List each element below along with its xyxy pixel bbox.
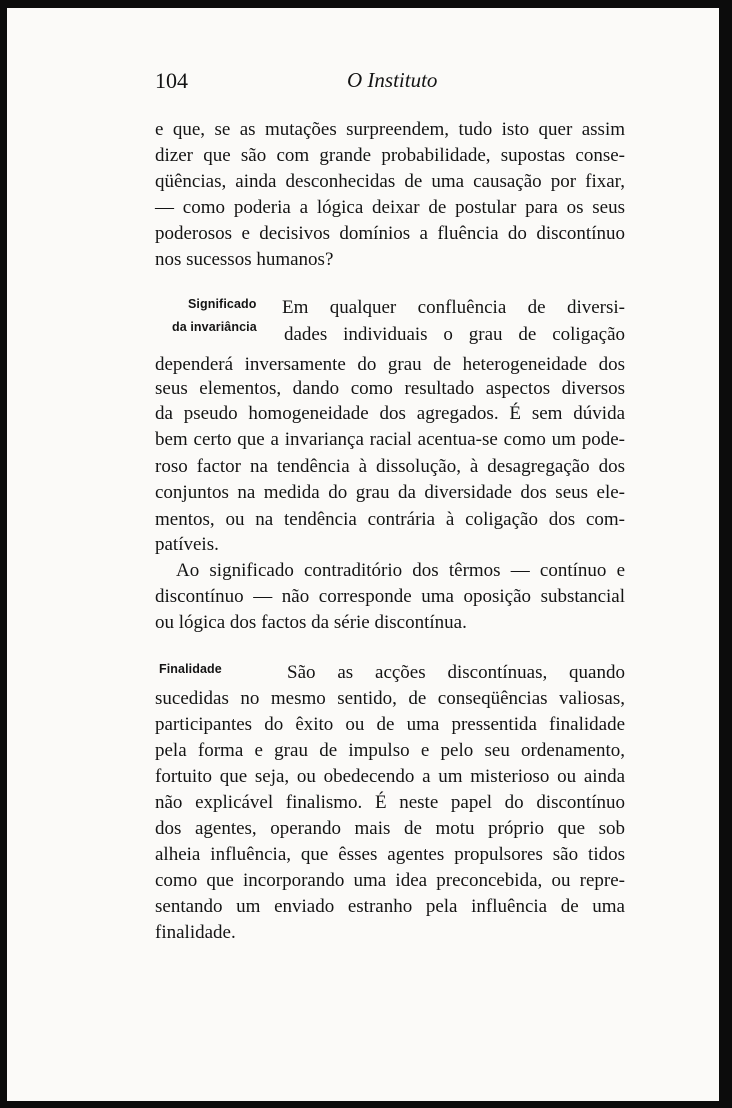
text-line: ou lógica dos factos da série discontínua.	[155, 612, 467, 633]
text-line: qüências, ainda desconhecidas de uma causação por fixar,	[155, 171, 625, 192]
text-line: Em qualquer confluência de diversi-	[282, 297, 625, 318]
scan-border-top	[0, 0, 732, 8]
page-number: 104	[155, 68, 188, 93]
side-heading-finalidade: Finalidade	[159, 662, 222, 676]
text-line: fortuito que seja, ou obedecendo a um misterioso ou ainda	[155, 766, 625, 787]
page-header	[155, 68, 625, 96]
scan-border-bottom	[0, 1101, 732, 1108]
text-line: e que, se as mutações surpreendem, tudo isto quer assim	[155, 119, 625, 140]
text-line: dependerá inversamente do grau de heterogeneidade dos	[155, 354, 625, 375]
side-heading-invariancia: da invariância	[172, 320, 257, 334]
side-heading-significado: Significado	[188, 297, 257, 311]
text-line: sucedidas no mesmo sentido, de conseqüências valiosas,	[155, 688, 625, 709]
text-line: pela forma e grau de impulso e pelo seu ordenamento,	[155, 740, 625, 761]
text-line: sentando um enviado estranho pela influência de uma	[155, 896, 625, 917]
text-line: seus elementos, dando como resultado aspectos diversos	[155, 378, 625, 399]
text-line: discontínuo — não corresponde uma oposição substancial	[155, 586, 625, 607]
text-line: — como poderia a lógica deixar de postular para os seus	[155, 197, 625, 218]
text-line: São as acções discontínuas, quando	[287, 662, 625, 683]
text-line: dades individuais o grau de coligação	[284, 324, 625, 345]
scan-border-left	[0, 0, 7, 1108]
text-line: como que incorporando uma idea preconcebida, ou repre-	[155, 870, 625, 891]
text-line: não explicável finalismo. É neste papel do discontínuo	[155, 792, 625, 813]
text-line: dizer que são com grande probabilidade, supostas conse-	[155, 145, 625, 166]
text-line: participantes do êxito ou de uma pressentida finalidade	[155, 714, 625, 735]
text-line: poderosos e decisivos domínios a fluência do discontínuo	[155, 223, 625, 244]
running-title: O Instituto	[347, 68, 438, 92]
text-line: bem certo que a invariança racial acentua-se como um pode-	[155, 429, 625, 450]
text-line: alheia influência, que êsses agentes propulsores são tidos	[155, 844, 625, 865]
text-line: patíveis.	[155, 534, 219, 555]
text-line: roso factor na tendência à dissolução, à desagregação dos	[155, 456, 625, 477]
text-line: conjuntos na medida do grau da diversidade dos seus ele-	[155, 482, 625, 503]
text-line: Ao significado contraditório dos têrmos — contínuo e	[176, 560, 625, 581]
text-line: da pseudo homogeneidade dos agregados. É sem dúvida	[155, 403, 625, 424]
text-line: mentos, ou na tendência contrária à coligação dos com-	[155, 509, 625, 530]
text-line: finalidade.	[155, 922, 236, 943]
text-line: nos sucessos humanos?	[155, 249, 334, 270]
scan-border-right	[719, 0, 732, 1108]
text-line: dos agentes, operando mais de motu próprio que sob	[155, 818, 625, 839]
